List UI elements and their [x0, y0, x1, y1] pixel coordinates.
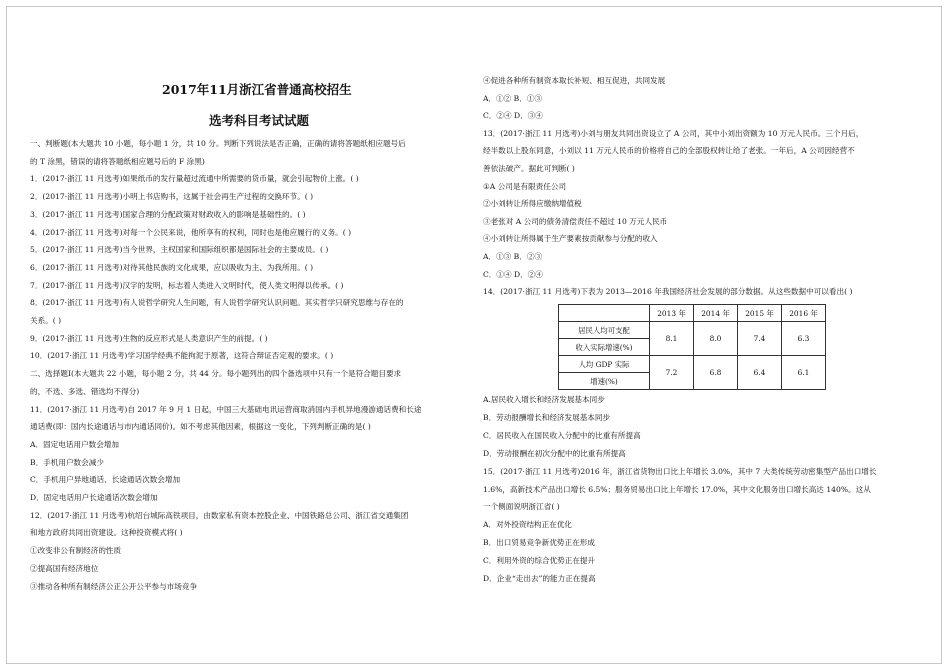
text-line: D．劳动报酬在初次分配中的比重有所提高: [483, 448, 626, 458]
text-line: 二、选择题Ⅰ(本大题共 22 小题，每小题 2 分，共 44 分。每小题列出的四个备选项中只有一个是符合题目要求: [30, 369, 402, 379]
text-line: A．①② B．①③: [483, 93, 543, 103]
text-line: 9．(2017·浙江 11 月选考)生物的反应形式是人类意识产生的前提。( ): [30, 333, 268, 343]
text-line: 5．(2017·浙江 11 月选考)当今世界，主权国家和国际组织都是国际社会的主要成员。( ): [30, 245, 329, 255]
text-line: B．出口贸易竞争新优势正在形成: [483, 538, 595, 548]
text-line: A．固定电话用户数会增加: [30, 439, 120, 449]
text-line: 和地方政府共同出资建设。这种投资模式将( ): [30, 528, 183, 538]
table-value: 6.4: [738, 356, 782, 390]
text-line: A．对外投资结构正在优化: [483, 520, 573, 530]
row-label: 收入实际增速(%): [559, 339, 650, 356]
text-line: 4．(2017·浙江 11 月选考)对每一个公民来说，他所享有的权利，同时也是他应履行的义务。( ): [30, 227, 352, 237]
text-line: ④小刘转让所得属于生产要素按贡献参与分配的收入: [483, 234, 658, 244]
text-line: A．①③ B．②③: [483, 252, 543, 261]
text-line: B．劳动报酬增长和经济发展基本同步: [483, 412, 611, 422]
text-line: D．企业“走出去”的能力正在提高: [483, 574, 596, 583]
table-value: 7.4: [738, 322, 782, 356]
paper-title-line1: 2017年11月浙江省普通高校招生: [162, 82, 352, 97]
table-row: [559, 356, 826, 373]
table-header-row: [559, 305, 826, 322]
table-year-cell: 2014 年: [694, 305, 738, 322]
table-value: 6.3: [782, 322, 826, 356]
text-line: 3．(2017·浙江 11 月选考)国家合理的分配政策对财政收入的影响是基础性的。( ): [30, 209, 306, 219]
text-line: 12．(2017·浙江 11 月选考)杭绍台城际高铁项目，由数家私有资本控股企业、中国铁路总公司、浙江省交通集团: [30, 510, 409, 520]
text-line: 经半数以上股东同意，小刘以 11 万元人民币的价格将自己的全部股权转让给了老张。一年后，A 公司因经营不: [483, 146, 855, 156]
text-line: 11．(2017·浙江 11 月选考)自 2017 年 9 月 1 日起，中国三大基础电讯运营商取消国内手机异地漫游通话费和长途: [30, 404, 422, 414]
text-line: C．居民收入在国民收入分配中的比重有所提高: [483, 430, 641, 440]
text-line: ①改变非公有制经济的性质: [30, 546, 122, 556]
table-value: 7.2: [650, 356, 694, 390]
table-corner-cell: [559, 305, 650, 322]
data-table: [558, 304, 826, 390]
table-value: 8.1: [650, 322, 694, 356]
text-line: 14．(2017·浙江 11 月选考)下表为 2013—2016 年我国经济社会发展的部分数据。从这些数据中可以看出( ): [483, 287, 853, 297]
text-line: C．①④ D．②④: [483, 269, 543, 279]
table-row: [559, 322, 826, 339]
table-year-cell: 2013 年: [650, 305, 694, 322]
paper-title-line2: 选考科目考试试题: [209, 113, 310, 128]
text-line: 的，不选、多选、错选均不得分): [30, 386, 140, 396]
text-line: ②小刘转让所得应缴纳增值税: [483, 199, 582, 209]
text-line: C．手机用户异地通话、长途通话次数会增加: [30, 475, 181, 485]
row-label: 人均 GDP 实际: [559, 356, 650, 373]
text-line: 一、判断题(本大题共 10 小题，每小题 1 分，共 10 分。判断下列说法是否正确，正确的请将答题纸相应题号后: [30, 139, 406, 148]
table-year-cell: 2015 年: [738, 305, 782, 322]
text-line: 1．(2017·浙江 11 月选考)如果纸币的发行量超过流通中所需要的货币量，就会引起物价上涨。( ): [30, 174, 359, 184]
text-line: 15．(2017·浙江 11 月选考)2016 年，浙江省货物出口比上年增长 3.0%，其中 7 大类传统劳动密集型产品出口增长: [483, 466, 877, 476]
text-line: 的 T 涂黑，错误的请将答题纸相应题号后的 F 涂黑): [30, 156, 205, 166]
text-line: 10．(2017·浙江 11 月选考)学习国学经典不能拘泥于原著，这符合辩证否定观的要求。( ): [30, 351, 334, 361]
text-line: ③推动各种所有制经济公正公开公平参与市场竞争: [30, 581, 198, 591]
row-label: 增速(%): [559, 373, 650, 390]
table-value: 8.0: [694, 322, 738, 356]
table-value: 6.8: [694, 356, 738, 390]
text-line: 1.6%，高新技术产品出口增长 6.5%；服务贸易出口比上年增长 17.0%，其中文化服务出口增长高达 140%。这从: [483, 484, 871, 494]
table-year-cell: 2016 年: [782, 305, 826, 322]
text-line: 13．(2017·浙江 11 月选考)小刘与朋友共同出资设立了 A 公司，其中小刘出资额为 10 万元人民币。三个月后，: [483, 128, 864, 138]
text-line: 8．(2017·浙江 11 月选考)有人说哲学研究人生问题，有人说哲学研究认识问题。其实哲学只研究思维与存在的: [30, 298, 404, 308]
text-line: B．手机用户数会减少: [30, 457, 104, 467]
text-line: D．固定电话用户长途通话次数会增加: [30, 493, 158, 502]
text-line: 善依法破产。据此可判断( ): [483, 164, 575, 173]
text-line: 2．(2017·浙江 11 月选考)小明上书店购书，这属于社会再生产过程的交换环节。( ): [30, 192, 314, 202]
text-line: 关系。( ): [30, 316, 62, 325]
table-value: 6.1: [782, 356, 826, 390]
row-label: 居民人均可支配: [559, 322, 650, 339]
text-line: A.居民收入增长和经济发展基本同步: [483, 395, 605, 404]
text-line: 通话费(即：国内长途通话与市内通话同价)。如不考虑其他因素，根据这一变化，下列判断正确的是( ): [30, 422, 371, 432]
text-line: C．②④ D．③④: [483, 111, 543, 121]
text-line: 一个侧面说明浙江省( ): [483, 502, 560, 512]
text-line: 7．(2017·浙江 11 月选考)汉字的发明，标志着人类进入文明时代，使人类文明得以传承。( ): [30, 280, 344, 290]
text-line: 6．(2017·浙江 11 月选考)对待其他民族的文化成果，应以吸收为主、为我所用。( ): [30, 262, 314, 272]
text-line: ④促进各种所有制资本取长补短、相互促进，共同发展: [483, 76, 666, 85]
text-line: ③老张对 A 公司的债务清偿责任不超过 10 万元人民币: [483, 216, 668, 226]
text-line: ①A 公司是有限责任公司: [483, 181, 567, 191]
text-line: C．利用外资的综合优势正在提升: [483, 556, 596, 566]
text-line: ②提高国有经济地位: [30, 563, 99, 573]
